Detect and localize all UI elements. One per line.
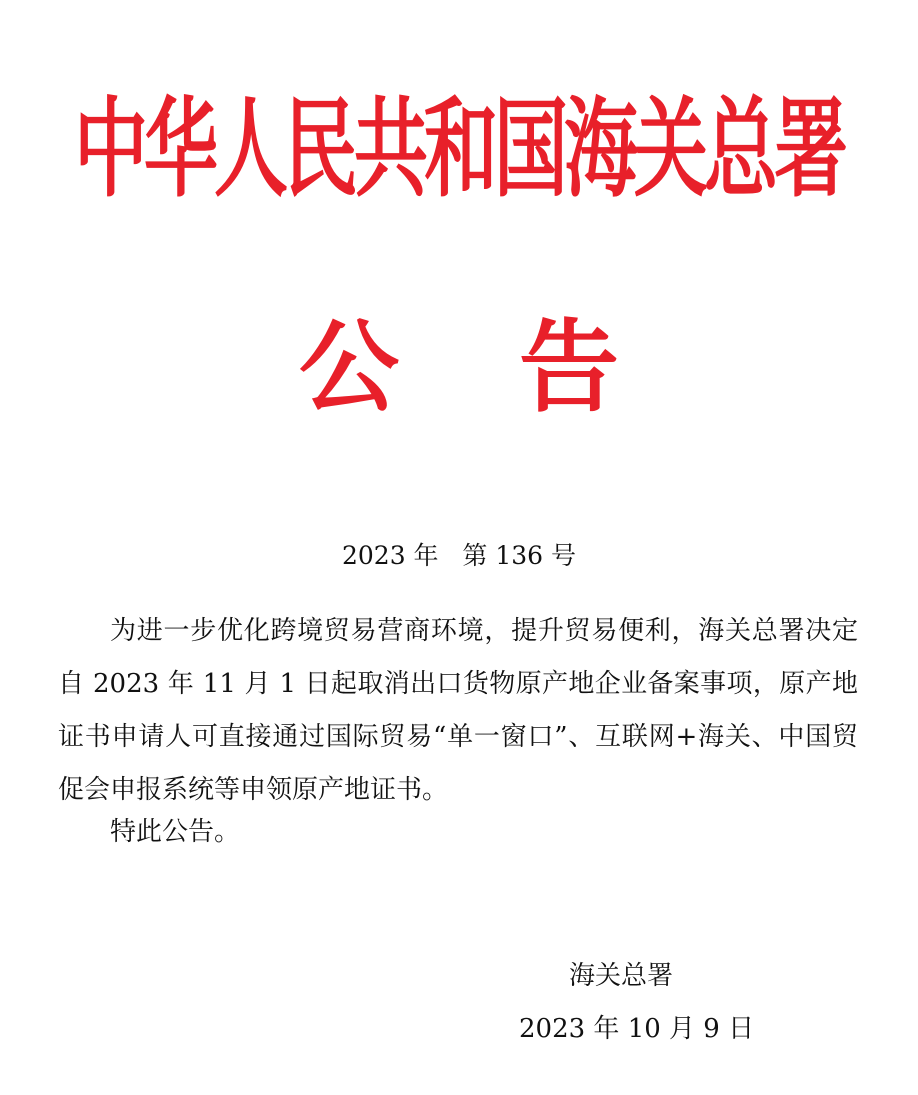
closing-statement: 特此公告。 — [110, 817, 241, 847]
issue-date: 2023 年 10 月 9 日 — [519, 1014, 755, 1044]
issuer-signature: 海关总署 — [569, 961, 674, 991]
document-number: 2023 年 第 136 号 — [341, 541, 577, 570]
announcement-body: 为进一步优化跨境贸易营商环境，提升贸易便利，海关总署决定自 2023 年 11 月 1 日起取消出口货物原产地企业备案事项，原产地证书申请人可直接通过国际贸易“单一窗口”、互联网+海关、中国贸促会申报系统等申领原产地证书。 — [58, 616, 858, 805]
document-type-title: 公告 — [299, 309, 739, 426]
agency-masthead: 中华人民共和国海关总署 — [74, 87, 844, 212]
